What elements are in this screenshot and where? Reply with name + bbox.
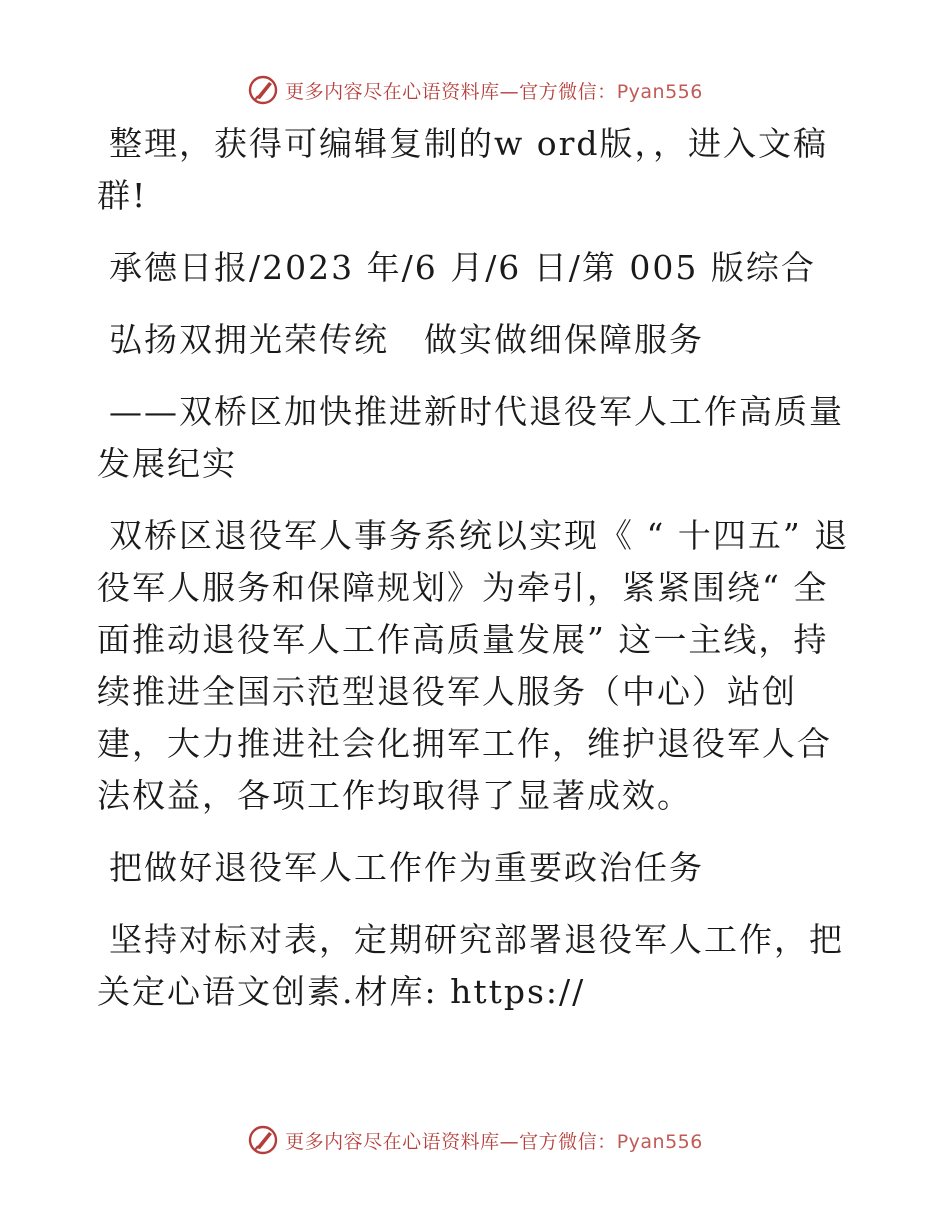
watermark-wechat-label: 官方微信： (519, 80, 617, 103)
doc-paragraph-body: 双桥区退役军人事务系统以实现《 “ 十四五” 退役军人服务和保障规划》为牵引，紧紧围绕“ 全面推动退役军人工作高质量发展” 这一主线，持续推进全国示范型退役军人服务（中心）站创建，大力推进社会化拥军工作，维护退役军人合法权益，各项工作均取得了显著成效。 (97, 516, 850, 815)
watermark-separator: — (499, 1130, 520, 1153)
footer-watermark-banner (0, 1120, 950, 1160)
doc-paragraph-closing: 坚持对标对表，定期研究部署退役军人工作，把关定心语文创素.材库: https:// (97, 920, 844, 1011)
header-watermark-content (247, 74, 703, 106)
footer-watermark-content (247, 1124, 703, 1156)
watermark-site-text: 更多内容尽在心语资料库 (285, 1130, 500, 1153)
quill-pen-circle-icon (247, 74, 279, 106)
header-watermark-banner (0, 70, 950, 110)
watermark-wechat-handle: Pyan556 (616, 80, 703, 103)
watermark-text (285, 77, 703, 104)
watermark-separator: — (499, 80, 520, 103)
doc-source-line: 承德日报/2023 年/6 月/6 日/第 005 版综合 (109, 248, 816, 287)
quill-pen-circle-icon (247, 1124, 279, 1156)
doc-article-title: 弘扬双拥光荣传统 做实做细保障服务 (109, 320, 704, 359)
doc-paragraph-intro: 整理，获得可编辑复制的w ord版，，进入文稿群! (97, 124, 829, 215)
doc-section-heading: 把做好退役军人工作作为重要政治任务 (109, 848, 704, 887)
doc-article-subtitle: ——双桥区加快推进新时代退役军人工作高质量发展纪实 (97, 392, 844, 483)
document-body (97, 118, 857, 1038)
watermark-site-text: 更多内容尽在心语资料库 (285, 80, 500, 103)
watermark-text (285, 1127, 703, 1154)
watermark-wechat-handle: Pyan556 (616, 1130, 703, 1153)
watermark-wechat-label: 官方微信： (519, 1130, 617, 1153)
